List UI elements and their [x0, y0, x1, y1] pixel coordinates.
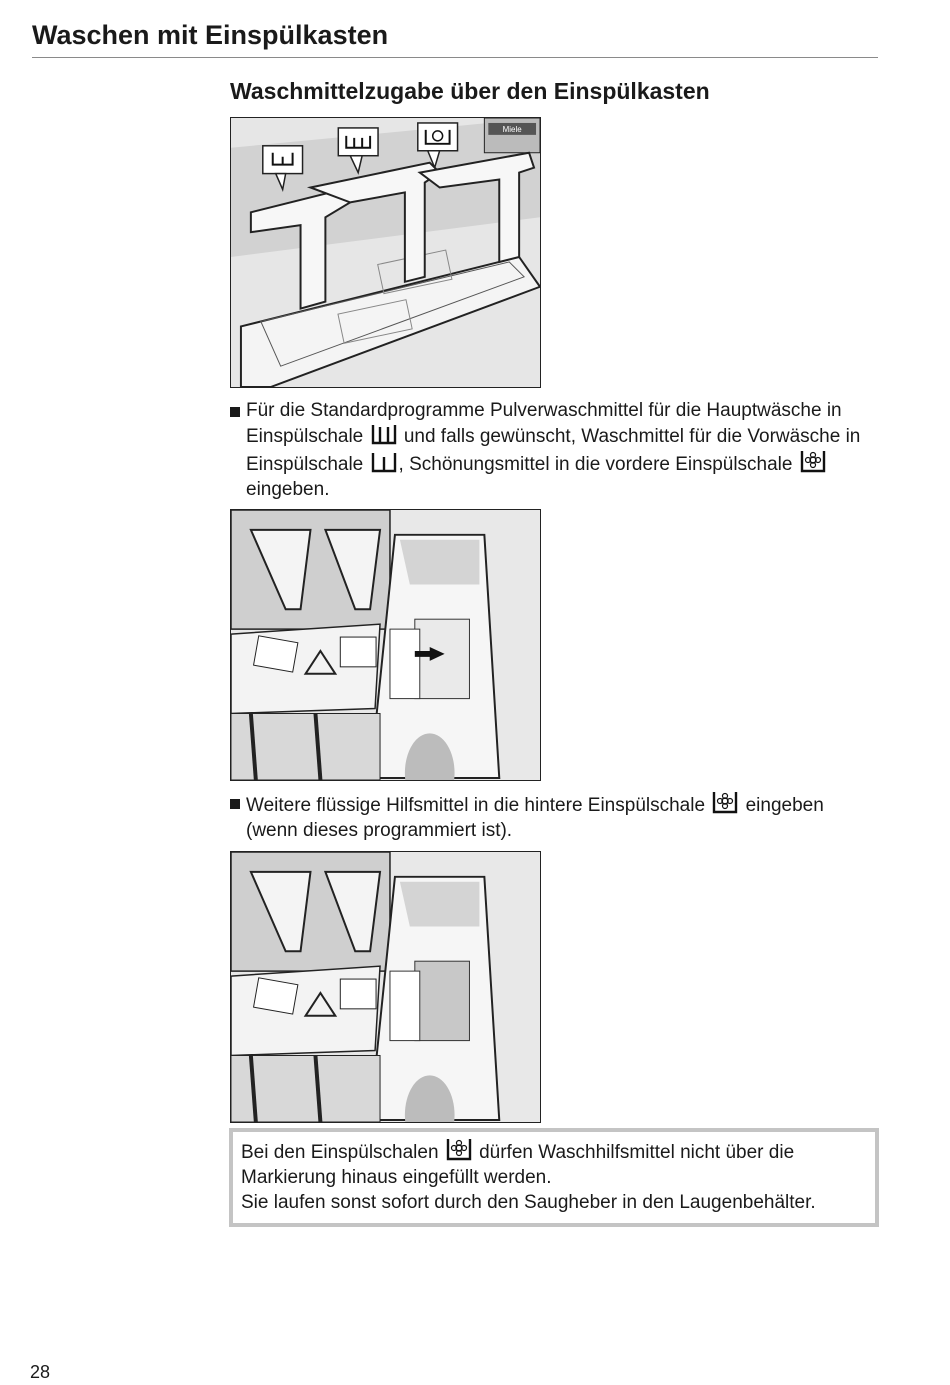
note-paragraph-1: Bei den Einspülschalen dürfen Waschhilfsmittel nicht über die Markierung hinaus eingefüllt werden.	[241, 1137, 867, 1190]
page-number: 28	[30, 1362, 51, 1382]
instruction-bullet-1: Für die Standardprogramme Pulverwaschmittel für die Hauptwäsche in Einspülschale und falls gewünscht, Waschmittel für die Vorwäsche in Einspülschale , Schönungsmittel in die vordere Einspülschale eingeben.	[230, 398, 880, 502]
brand-logo: Miele	[502, 124, 522, 134]
rear-compartment-illustration	[230, 509, 541, 781]
page-title: Waschen mit Einspülkasten	[32, 20, 389, 50]
filled-compartment-illustration	[230, 851, 541, 1123]
bullet-square-icon	[230, 407, 240, 417]
section-title: Waschmittelzugabe über den Einspülkasten	[230, 78, 710, 104]
page-header	[32, 20, 878, 58]
prewash-compartment-icon	[371, 451, 397, 473]
warning-note-box	[229, 1128, 879, 1227]
fabric-softener-flower-icon	[800, 449, 826, 473]
fabric-softener-flower-icon	[446, 1137, 472, 1161]
fabric-softener-flower-icon	[712, 790, 738, 814]
mainwash-compartment-icon	[371, 423, 397, 445]
note-paragraph-2: Sie laufen sonst sofort durch den Saugheber in den Laugenbehälter.	[241, 1192, 816, 1213]
bullet-square-icon	[230, 799, 240, 809]
dispenser-drawer-illustration	[230, 117, 541, 388]
instruction-bullet-2: Weitere flüssige Hilfsmittel in die hintere Einspülschale eingeben (wenn dieses programmiert ist).	[230, 790, 880, 843]
